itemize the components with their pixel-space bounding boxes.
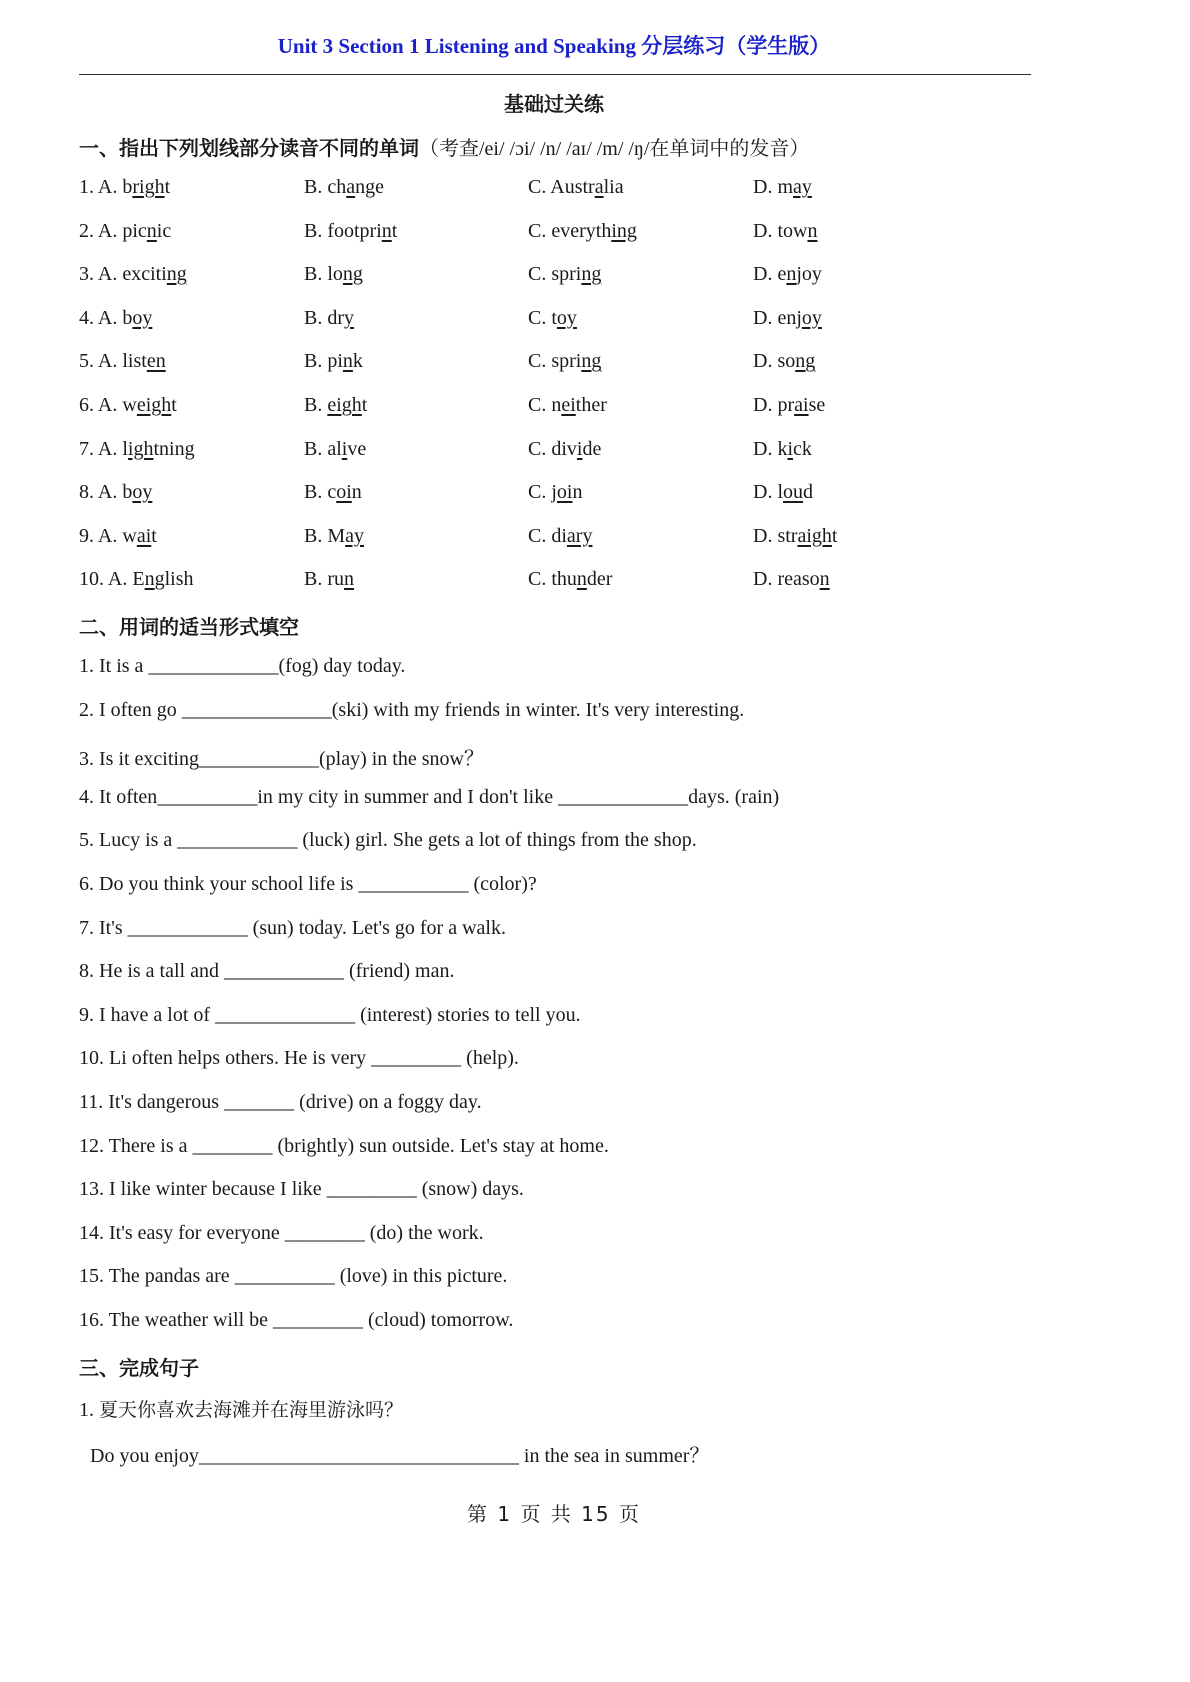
answer-option[interactable]	[753, 481, 813, 504]
section3-q1-prompt: 夏天你喜欢去海滩并在海里游泳吗？	[99, 1399, 404, 1421]
header-divider	[79, 74, 1031, 75]
answer-option[interactable]	[79, 481, 152, 504]
question-text: (luck) girl. She gets a lot of things from the shop.	[297, 829, 697, 852]
answer-option[interactable]	[304, 176, 384, 199]
word-part: l	[777, 481, 784, 504]
question-text: (brightly) sun outside. Let's stay at home.	[272, 1134, 609, 1157]
question-text: 14. It's easy for everyone	[79, 1221, 285, 1244]
underlined-letters: i	[787, 437, 794, 460]
word-part: tning	[153, 437, 195, 460]
underlined-letters: eigh	[327, 394, 362, 416]
word-part: t	[151, 524, 157, 547]
pronunciation-question-row	[79, 220, 1079, 250]
answer-option[interactable]	[753, 220, 817, 243]
question-text: 7. It's	[79, 916, 128, 939]
word-part: exciti	[122, 263, 167, 286]
question-text: (interest) stories to tell you.	[355, 1003, 581, 1026]
pronunciation-question-row	[79, 568, 1079, 598]
answer-option[interactable]	[79, 394, 177, 417]
option-label: D.	[753, 394, 773, 416]
answer-option[interactable]	[528, 350, 601, 373]
answer-option[interactable]	[753, 525, 837, 548]
pronunciation-question-row	[79, 525, 1079, 555]
answer-option[interactable]	[304, 481, 362, 504]
answer-option[interactable]	[528, 568, 612, 591]
underlined-letters: ary	[566, 524, 593, 547]
underlined-letters: oy	[556, 306, 577, 329]
section3-title: 三、完成句子	[79, 1356, 199, 1380]
underlined-letters: ng	[166, 263, 187, 286]
word-part: di	[551, 524, 567, 547]
answer-blank[interactable]: __________	[234, 1265, 335, 1288]
answer-option[interactable]	[79, 350, 166, 373]
fill-in-question	[79, 1222, 484, 1245]
word-part: ch	[327, 176, 347, 198]
pronunciation-question-row	[79, 438, 1079, 468]
option-label: C.	[528, 568, 547, 591]
section3-q1-chinese	[79, 1395, 403, 1422]
option-label: B.	[304, 568, 323, 591]
word-part: pic	[122, 219, 147, 242]
word-part: w	[122, 394, 137, 416]
answer-blank[interactable]: ____________	[223, 960, 344, 983]
word-part: ck	[793, 437, 812, 460]
underlined-letters: n	[576, 568, 587, 591]
word-part: E	[132, 568, 145, 591]
underlined-letters: ng	[342, 263, 363, 286]
underlined-letters: n	[786, 263, 797, 286]
word-part: dr	[327, 306, 345, 329]
underlined-letters: ai	[136, 524, 152, 547]
word-part: c	[327, 481, 337, 504]
answer-blank[interactable]: ______________	[215, 1003, 356, 1026]
answer-option[interactable]	[304, 394, 367, 417]
option-letter: A.	[97, 524, 118, 547]
section3-q1-pre: Do you enjoy	[90, 1445, 199, 1467]
question-text: in my city in summer and I don't like	[257, 785, 559, 808]
word-part: b	[122, 176, 133, 198]
word-part: ther	[575, 394, 607, 416]
answer-blank[interactable]: ________	[192, 1134, 273, 1157]
question-text: (love) in this picture.	[334, 1265, 508, 1288]
word-part: w	[122, 524, 137, 547]
question-text: 9. I have a lot of	[79, 1003, 216, 1026]
option-label: B.	[304, 219, 323, 242]
option-label: D.	[753, 481, 773, 504]
option-label: B.	[304, 481, 323, 504]
answer-option[interactable]	[528, 525, 592, 548]
answer-option[interactable]	[753, 568, 830, 591]
answer-option[interactable]	[79, 220, 171, 243]
underlined-letters: igh	[127, 437, 154, 460]
fill-in-question	[79, 1135, 609, 1158]
option-letter: A.	[97, 176, 118, 198]
answer-option[interactable]	[528, 176, 624, 199]
underlined-letters: n	[342, 350, 353, 373]
answer-option[interactable]	[79, 568, 193, 591]
question-text: (ski) with my friends in winter. It's very interesting.	[331, 698, 745, 721]
word-part: al	[327, 437, 342, 460]
question-text: 6. Do you think your school life is	[79, 873, 359, 895]
option-label: B.	[304, 306, 323, 329]
fill-in-question	[79, 960, 454, 983]
section2-heading	[79, 611, 299, 640]
answer-option[interactable]	[528, 481, 582, 504]
underlined-letters: oy	[132, 306, 153, 329]
answer-option[interactable]	[79, 263, 187, 286]
underlined-letters: ng	[581, 350, 602, 373]
answer-option[interactable]	[753, 307, 822, 330]
answer-option[interactable]	[753, 263, 822, 286]
question-text: 2. I often go	[79, 698, 182, 721]
answer-option[interactable]	[79, 176, 170, 199]
word-part: footpri	[327, 219, 382, 242]
fill-in-question	[79, 1309, 513, 1332]
word-part: ic	[156, 219, 172, 242]
question-text: 15. The pandas are	[79, 1265, 235, 1288]
question-text: (do) the work.	[364, 1221, 484, 1244]
section1-note: （考查/ei/ /ɔi/ /n/ /aɪ/ /m/ /ŋ/在单词中的发音）	[419, 138, 810, 160]
option-label: 1.	[79, 176, 94, 198]
section1-title: 一、指出下列划线部分读音不同的单词	[79, 136, 419, 160]
question-text: 5. Lucy is a	[79, 829, 178, 852]
question-text: 3. Is it exciting	[79, 748, 199, 771]
option-letter: A.	[97, 394, 118, 416]
option-label: B.	[304, 263, 323, 286]
underlined-letters: ou	[783, 481, 804, 504]
word-part: t	[831, 524, 838, 547]
underlined-letters: en	[146, 350, 166, 373]
underlined-letters: ay	[345, 524, 365, 547]
underlined-letters: oi	[336, 481, 352, 504]
answer-blank[interactable]: _____________	[558, 785, 689, 808]
question-text: 12. There is a	[79, 1134, 193, 1157]
pronunciation-question-row	[79, 176, 1079, 206]
answer-option[interactable]	[528, 220, 637, 243]
answer-option[interactable]	[79, 525, 157, 548]
word-part: pi	[327, 350, 343, 373]
option-label: D.	[753, 568, 773, 591]
underlined-letters: ai	[794, 394, 809, 416]
word-part: n	[551, 394, 562, 416]
answer-option[interactable]	[304, 350, 363, 373]
option-label: 7.	[79, 437, 94, 460]
option-label: C.	[528, 394, 547, 416]
question-text: 1. It is a	[79, 655, 149, 677]
word-part: thu	[551, 568, 577, 591]
question-text: 13. I like winter because I like	[79, 1178, 327, 1201]
question-text: 10. Li often helps others. He is very	[79, 1047, 372, 1070]
fill-in-question	[79, 786, 779, 809]
section3-q1-post: in the sea in summer？	[518, 1445, 710, 1467]
question-text: days. (rain)	[688, 785, 780, 808]
underlined-letters: righ	[132, 176, 165, 198]
option-label: 2.	[79, 219, 94, 242]
option-label: C.	[528, 219, 547, 242]
word-part: joy	[796, 263, 822, 286]
option-label: B.	[304, 350, 323, 373]
answer-option[interactable]	[753, 176, 812, 199]
answer-blank[interactable]: ___________	[358, 873, 469, 895]
question-text: (fog) day today.	[278, 655, 406, 677]
underlined-letters: ng	[795, 350, 816, 373]
word-part: spri	[551, 350, 582, 373]
pronunciation-question-row	[79, 350, 1079, 380]
option-label: B.	[304, 524, 323, 547]
fill-in-question	[79, 742, 484, 771]
block-title: 基础过关练	[504, 92, 604, 116]
underlined-letters: oy	[132, 481, 153, 504]
fill-in-question	[79, 1265, 507, 1288]
answer-option[interactable]	[304, 263, 363, 286]
fill-in-question	[79, 1091, 482, 1114]
pronunciation-question-row	[79, 394, 1079, 424]
option-label: B.	[304, 394, 323, 416]
option-label: C.	[528, 263, 547, 286]
answer-option[interactable]	[304, 307, 354, 330]
word-part: l	[122, 437, 128, 460]
section3-q1-english	[90, 1439, 709, 1468]
option-label: D.	[753, 524, 773, 547]
answer-blank[interactable]: _______	[224, 1091, 295, 1113]
word-part: n	[351, 481, 362, 504]
word-part: m	[777, 176, 794, 198]
question-text: 11. It's dangerous	[79, 1091, 225, 1113]
answer-option[interactable]	[753, 350, 815, 373]
answer-option[interactable]	[528, 307, 577, 330]
underlined-letters: n	[807, 219, 818, 242]
underlined-letters: oy	[801, 306, 822, 329]
question-text: 4. It often	[79, 785, 158, 808]
option-label: C.	[528, 437, 547, 460]
question-text: (help).	[461, 1047, 519, 1070]
answer-blank[interactable]: _____________	[148, 655, 279, 677]
answer-blank[interactable]: __________	[157, 785, 258, 808]
answer-option[interactable]	[528, 394, 607, 417]
word-part: everyth	[551, 219, 612, 242]
word-part: t	[551, 306, 557, 329]
underlined-letters: i	[576, 437, 583, 460]
word-part: list	[122, 350, 147, 373]
word-part: str	[777, 524, 798, 547]
fill-in-question	[79, 829, 697, 852]
option-label: D.	[753, 306, 773, 329]
option-letter: A.	[97, 437, 118, 460]
underlined-letters: n	[381, 219, 392, 242]
option-label: C.	[528, 524, 547, 547]
option-letter: A.	[97, 263, 118, 286]
option-label: 9.	[79, 524, 94, 547]
underlined-letters: aigh	[797, 524, 832, 547]
answer-option[interactable]	[528, 263, 601, 286]
fill-in-question	[79, 1047, 519, 1070]
answer-option[interactable]	[304, 568, 354, 591]
word-part: reaso	[777, 568, 820, 591]
section3-heading	[79, 1352, 199, 1381]
question-text: (sun) today. Let's go for a walk.	[247, 916, 506, 939]
underlined-letters: ei	[561, 394, 576, 416]
answer-blank[interactable]: ____________	[198, 748, 319, 771]
word-part: Austr	[550, 176, 595, 198]
answer-option[interactable]	[753, 438, 812, 461]
option-label: 8.	[79, 481, 94, 504]
option-label: B.	[304, 176, 323, 198]
page-header-title: Unit 3 Section 1 Listening and Speaking 分层练习（学生版）	[277, 34, 831, 58]
question-text: (friend) man.	[343, 960, 455, 983]
option-letter: A.	[97, 219, 118, 242]
underlined-letters: ng	[581, 263, 602, 286]
answer-option[interactable]	[753, 394, 825, 417]
option-letter: A.	[97, 306, 118, 329]
word-part: der	[586, 568, 613, 591]
pronunciation-question-row	[79, 263, 1079, 293]
pronunciation-question-row	[79, 307, 1079, 337]
option-label: D.	[753, 219, 773, 242]
word-part: spri	[551, 263, 582, 286]
section3-q1-blank[interactable]: ________________________________	[198, 1445, 519, 1467]
word-part: lia	[603, 176, 624, 198]
word-part: k	[777, 437, 788, 460]
option-label: 6.	[79, 394, 94, 416]
word-part: ve	[347, 437, 367, 460]
section1-heading	[79, 132, 809, 161]
answer-option[interactable]	[304, 525, 364, 548]
word-part: t	[171, 394, 177, 416]
option-label: 4.	[79, 306, 94, 329]
word-part: lo	[327, 263, 343, 286]
word-part: enj	[777, 306, 802, 329]
answer-option[interactable]	[304, 438, 366, 461]
word-part: de	[582, 437, 602, 460]
option-label: D.	[753, 176, 773, 198]
underlined-letters: a	[594, 176, 604, 198]
word-part: tow	[777, 219, 808, 242]
option-label: C.	[528, 176, 547, 198]
answer-blank[interactable]: _________	[273, 1309, 364, 1331]
fill-in-question	[79, 699, 744, 722]
option-label: D.	[753, 263, 773, 286]
word-part: n	[572, 481, 583, 504]
underlined-letters: i	[341, 437, 348, 460]
option-label: C.	[528, 481, 547, 504]
answer-option[interactable]	[79, 307, 152, 330]
underlined-letters: eigh	[136, 394, 172, 416]
answer-blank[interactable]: ____________	[127, 916, 248, 939]
word-part: pr	[777, 394, 795, 416]
option-letter: A.	[107, 568, 128, 591]
answer-blank[interactable]: _________	[326, 1178, 417, 1201]
word-part: b	[122, 481, 133, 504]
question-text: (cloud) tomorrow.	[363, 1309, 514, 1331]
underlined-letters: ing	[611, 219, 637, 242]
word-part: M	[327, 524, 346, 547]
option-label: 10.	[79, 568, 104, 591]
answer-option[interactable]	[79, 438, 195, 461]
section3-q1-number: 1.	[79, 1399, 94, 1421]
word-part: b	[122, 306, 133, 329]
option-letter: A.	[97, 481, 118, 504]
answer-blank[interactable]: _________	[371, 1047, 462, 1070]
underlined-letters: oi	[556, 481, 573, 504]
word-part: d	[803, 481, 814, 504]
underlined-letters: y	[344, 306, 355, 329]
option-label: D.	[753, 437, 773, 460]
answer-blank[interactable]: ________	[284, 1221, 365, 1244]
fill-in-question	[79, 873, 537, 896]
fill-in-question	[79, 917, 506, 940]
answer-option[interactable]	[304, 220, 397, 243]
pronunciation-question-row	[79, 481, 1079, 511]
option-label: 5.	[79, 350, 94, 373]
question-text: (play) in the snow？	[318, 748, 484, 771]
word-part: t	[391, 219, 398, 242]
option-label: B.	[304, 437, 323, 460]
option-label: C.	[528, 350, 547, 373]
underlined-letters: n	[146, 219, 157, 242]
question-text: 16. The weather will be	[79, 1309, 274, 1331]
question-text: 8. He is a tall and	[79, 960, 224, 983]
question-text: (color)?	[468, 873, 537, 895]
underlined-letters: n	[144, 568, 155, 591]
answer-blank[interactable]: ____________	[177, 829, 298, 852]
option-letter: A.	[97, 350, 118, 373]
word-part: t	[361, 394, 368, 416]
question-text: (snow) days.	[416, 1178, 524, 1201]
word-part: e	[777, 263, 787, 286]
option-label: 3.	[79, 263, 94, 286]
word-part: so	[777, 350, 796, 373]
page-footer: 第 1 页 共 15 页	[467, 1502, 641, 1526]
underlined-letters: n	[819, 568, 830, 591]
fill-in-question	[79, 1004, 581, 1027]
word-part: se	[808, 394, 826, 416]
word-part: k	[352, 350, 363, 373]
underlined-letters: ay	[793, 176, 812, 198]
word-part: j	[551, 481, 557, 504]
option-label: C.	[528, 306, 547, 329]
word-part: ru	[327, 568, 345, 591]
underlined-letters: a	[346, 176, 356, 198]
word-part: glish	[154, 568, 194, 591]
option-label: D.	[753, 350, 773, 373]
fill-in-question	[79, 1178, 524, 1201]
word-part: t	[164, 176, 171, 198]
underlined-letters: n	[344, 568, 355, 591]
section2-title: 二、用词的适当形式填空	[79, 615, 299, 639]
word-part: div	[551, 437, 577, 460]
word-part: nge	[355, 176, 385, 198]
answer-option[interactable]	[528, 438, 601, 461]
fill-in-question	[79, 655, 405, 678]
answer-blank[interactable]: _______________	[181, 698, 332, 721]
question-text: (drive) on a foggy day.	[294, 1091, 482, 1113]
